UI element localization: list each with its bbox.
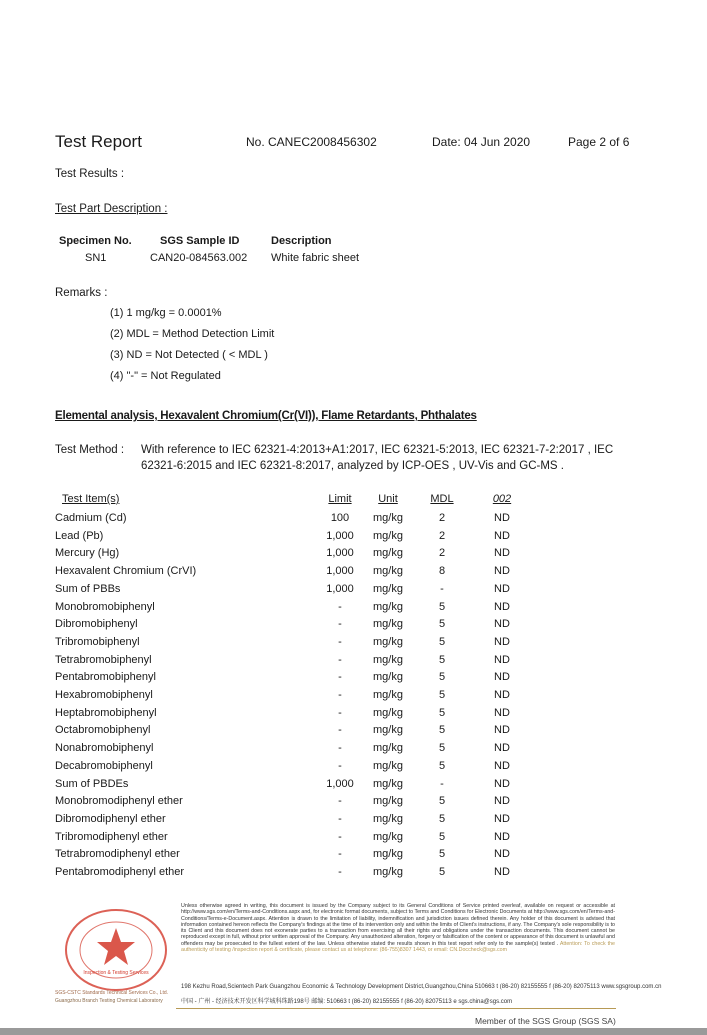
- result-cell: ND: [494, 848, 510, 861]
- mdl-cell: 5: [438, 635, 446, 648]
- results-header-row: [0, 493, 707, 511]
- unit-cell: mg/kg: [373, 724, 403, 737]
- remark-item: (1) 1 mg/kg = 0.0001%: [110, 307, 222, 319]
- header-mdl: MDL: [430, 493, 454, 505]
- result-cell: ND: [494, 706, 510, 719]
- test-item-cell: Monobromodiphenyl ether: [55, 795, 183, 808]
- limit-cell: -: [338, 848, 342, 861]
- test-item-cell: Dibromodiphenyl ether: [55, 812, 166, 825]
- sample-id: CAN20-084563.002: [150, 252, 248, 264]
- result-cell: ND: [494, 635, 510, 648]
- mdl-cell: 5: [438, 671, 446, 684]
- result-cell: ND: [494, 742, 510, 755]
- test-item-cell: Lead (Pb): [55, 529, 104, 542]
- header-sample-002: 002: [492, 493, 512, 505]
- limit-cell: -: [338, 830, 342, 843]
- result-cell: ND: [494, 618, 510, 631]
- result-cell: ND: [494, 653, 510, 666]
- test-item-cell: Pentabromodiphenyl ether: [55, 866, 185, 878]
- table-row: [0, 848, 707, 866]
- table-row: [0, 583, 707, 601]
- remark-item: (3) ND = Not Detected ( < MDL ): [110, 349, 268, 361]
- legal-disclaimer: [181, 903, 615, 953]
- result-cell: ND: [494, 529, 510, 542]
- result-cell: ND: [494, 795, 510, 808]
- page-bottom-edge: [0, 1028, 707, 1035]
- result-cell: ND: [494, 671, 510, 684]
- unit-cell: mg/kg: [373, 777, 403, 790]
- test-item-cell: Tribromodiphenyl ether: [55, 830, 168, 843]
- mdl-cell: 5: [438, 724, 446, 737]
- unit-cell: mg/kg: [373, 706, 403, 719]
- limit-cell: -: [338, 600, 342, 613]
- table-row: [0, 565, 707, 583]
- result-cell: ND: [494, 830, 510, 843]
- section-title: Elemental analysis, Hexavalent Chromium(Cr(VI)), Flame Retardants, Phthalates: [55, 410, 477, 422]
- table-row: [0, 866, 707, 884]
- test-item-cell: Tetrabromobiphenyl: [55, 653, 152, 666]
- test-method-label: Test Method :: [55, 444, 125, 456]
- test-item-cell: Decabromobiphenyl: [55, 759, 153, 772]
- mdl-cell: -: [440, 582, 444, 595]
- test-item-cell: Mercury (Hg): [55, 547, 120, 560]
- result-cell: ND: [494, 512, 510, 524]
- result-cell: ND: [494, 547, 510, 560]
- result-cell: ND: [494, 759, 510, 772]
- address-english: 198 Kezhu Road,Scientech Park Guangzhou Economic & Technology Development District,Guangzhou,China 510663 t (86-20) 82155555 f (86-20) 82075113 www.sgsgroup.com.cn: [181, 984, 662, 990]
- limit-cell: 1,000: [326, 777, 354, 790]
- unit-cell: mg/kg: [373, 565, 403, 578]
- mdl-cell: 5: [438, 653, 446, 666]
- header-unit: Unit: [378, 493, 398, 505]
- result-cell: ND: [494, 777, 510, 790]
- remarks-label: Remarks :: [55, 287, 108, 299]
- mdl-cell: 5: [438, 689, 446, 701]
- test-item-cell: Sum of PBBs: [55, 582, 121, 595]
- limit-cell: -: [338, 635, 342, 648]
- limit-cell: 1,000: [326, 529, 354, 542]
- table-row: [0, 831, 707, 849]
- description: White fabric sheet: [271, 252, 360, 264]
- result-cell: ND: [494, 582, 510, 595]
- legal-text: Unless otherwise agreed in writing, this document is issued by the Company subject to its General Conditions of Service printed overleaf, available on request or accessible at http://www.sgs.com/en/Terms-and-Conditions.aspx and, for electronic format documents, subject to Terms and Conditions for Electronic Documents at http://www.sgs.com/en/Terms-and-Conditions/Terms-e-Document.aspx. Attention is drawn to the limitation of liability, indemnification and jurisdiction issues defined therein. Any holder of this document is advised that information contained hereon reflects the Company's findings at the time of its intervention only and within the limits of Client's instructions, if any. The Company's sole responsibility is to its Client and this document does not exonerate parties to a transaction from exercising all their rights and obligations under the transaction documents. This document cannot be reproduced except in full, without prior written approval of the Company. Any unauthorized alteration, forgery or falsification of the content or appearance of this document is unlawful and offenders may be prosecuted to the fullest extent of the law. Unless otherwise stated the results shown in this test report refer only to the sample(s) tested .: [181, 903, 615, 947]
- limit-cell: -: [338, 671, 342, 684]
- report-date: Date: 04 Jun 2020: [432, 135, 531, 149]
- mdl-cell: -: [440, 777, 444, 790]
- test-method-line2: 62321-6:2015 and IEC 62321-8:2017, analyzed by ICP-OES , UV-Vis and GC-MS .: [141, 460, 564, 472]
- unit-cell: mg/kg: [373, 671, 403, 684]
- specimen-no: SN1: [85, 252, 107, 264]
- limit-cell: -: [338, 653, 342, 666]
- unit-cell: mg/kg: [373, 830, 403, 843]
- mdl-cell: 5: [438, 706, 446, 719]
- limit-cell: 1,000: [326, 565, 354, 578]
- limit-cell: -: [338, 618, 342, 631]
- table-row: [0, 512, 707, 530]
- mdl-cell: 8: [438, 565, 446, 578]
- mdl-cell: 5: [438, 795, 446, 808]
- test-item-cell: Nonabromobiphenyl: [55, 742, 154, 755]
- report-number: No. CANEC2008456302: [246, 135, 377, 149]
- test-part-description-label: Test Part Description :: [55, 203, 168, 215]
- limit-cell: -: [338, 742, 342, 755]
- unit-cell: mg/kg: [373, 618, 403, 631]
- test-results-label: Test Results :: [55, 168, 125, 180]
- sgs-stamp-icon: [55, 902, 177, 1002]
- header-test-item: Test Item(s): [62, 493, 120, 505]
- unit-cell: mg/kg: [373, 582, 403, 595]
- table-row: [0, 724, 707, 742]
- mdl-cell: 5: [438, 742, 446, 755]
- mdl-cell: 5: [438, 830, 446, 843]
- table-row: [0, 742, 707, 760]
- mdl-cell: 5: [438, 759, 446, 772]
- unit-cell: mg/kg: [373, 653, 403, 666]
- test-item-cell: Octabromobiphenyl: [55, 724, 151, 737]
- unit-cell: mg/kg: [373, 759, 403, 772]
- result-cell: ND: [494, 812, 510, 825]
- mdl-cell: 5: [438, 848, 446, 861]
- page-number: Page 2 of 6: [568, 135, 630, 149]
- test-item-cell: Heptabromobiphenyl: [55, 706, 157, 719]
- table-row: [0, 530, 707, 548]
- result-cell: ND: [494, 689, 510, 701]
- unit-cell: mg/kg: [373, 742, 403, 755]
- result-cell: ND: [494, 600, 510, 613]
- mdl-cell: 5: [438, 618, 446, 631]
- table-row: [0, 654, 707, 672]
- table-row: [0, 636, 707, 654]
- authenticity-notice: Attention: To check the authenticity of testing /inspection report & certificate, please contact us at telephone: (86-755)8307 1443, or email: CN.Doccheck@sgs.com: [181, 940, 615, 954]
- result-cell: ND: [494, 724, 510, 737]
- svg-text:Inspection & Testing Services: Inspection & Testing Services: [83, 970, 149, 976]
- limit-cell: -: [338, 724, 342, 737]
- remark-item: (4) "-" = Not Regulated: [110, 370, 221, 382]
- specimen-no-header: Specimen No.: [59, 235, 132, 247]
- test-item-cell: Hexavalent Chromium (CrVI): [55, 565, 197, 578]
- description-header: Description: [271, 235, 332, 247]
- mdl-cell: 5: [438, 866, 446, 878]
- table-row: [0, 760, 707, 778]
- limit-cell: 100: [330, 512, 350, 524]
- limit-cell: -: [338, 795, 342, 808]
- result-cell: ND: [494, 565, 510, 578]
- address-chinese: 中国 - 广州 - 经济技术开发区科学城科珠路198号 邮编: 510663 t (86-20) 82155555 f (86-20) 82075113 e sgs.china@sgs.com: [181, 999, 513, 1005]
- limit-cell: -: [338, 689, 342, 701]
- limit-cell: 1,000: [326, 582, 354, 595]
- table-row: [0, 547, 707, 565]
- test-item-cell: Tetrabromodiphenyl ether: [55, 848, 180, 861]
- test-method-line1: With reference to IEC 62321-4:2013+A1:2017, IEC 62321-5:2013, IEC 62321-7-2:2017 , IEC: [141, 444, 614, 456]
- test-item-cell: Tribromobiphenyl: [55, 635, 140, 648]
- test-item-cell: Cadmium (Cd): [55, 512, 127, 524]
- mdl-cell: 2: [438, 529, 446, 542]
- unit-cell: mg/kg: [373, 866, 403, 878]
- unit-cell: mg/kg: [373, 812, 403, 825]
- mdl-cell: 2: [438, 547, 446, 560]
- mdl-cell: 2: [438, 512, 446, 524]
- unit-cell: mg/kg: [373, 547, 403, 560]
- result-cell: ND: [494, 866, 510, 878]
- table-row: [0, 813, 707, 831]
- report-title: Test Report: [55, 132, 142, 151]
- unit-cell: mg/kg: [373, 512, 403, 524]
- sgs-member-note: Member of the SGS Group (SGS SA): [475, 1016, 616, 1026]
- limit-cell: 1,000: [326, 547, 354, 560]
- mdl-cell: 5: [438, 812, 446, 825]
- header-limit: Limit: [328, 493, 352, 505]
- limit-cell: -: [338, 706, 342, 719]
- table-row: [0, 795, 707, 813]
- limit-cell: -: [338, 866, 342, 878]
- limit-cell: -: [338, 812, 342, 825]
- table-row: [0, 618, 707, 636]
- unit-cell: mg/kg: [373, 635, 403, 648]
- footer-divider: [176, 1008, 616, 1009]
- limit-cell: -: [338, 759, 342, 772]
- sample-id-header: SGS Sample ID: [160, 235, 240, 247]
- unit-cell: mg/kg: [373, 689, 403, 701]
- svg-text:SGS-CSTC Standards Technical S: SGS-CSTC Standards Technical Services Co., Ltd.: [55, 990, 169, 996]
- mdl-cell: 5: [438, 600, 446, 613]
- unit-cell: mg/kg: [373, 795, 403, 808]
- test-item-cell: Monobromobiphenyl: [55, 600, 155, 613]
- unit-cell: mg/kg: [373, 529, 403, 542]
- table-row: [0, 778, 707, 796]
- table-row: [0, 689, 707, 707]
- test-item-cell: Sum of PBDEs: [55, 777, 129, 790]
- unit-cell: mg/kg: [373, 848, 403, 861]
- table-row: [0, 707, 707, 725]
- unit-cell: mg/kg: [373, 600, 403, 613]
- lab-name: Guangzhou Branch Testing Chemical Laboratory: [55, 998, 163, 1004]
- table-row: [0, 671, 707, 689]
- test-item-cell: Dibromobiphenyl: [55, 618, 138, 631]
- table-row: [0, 601, 707, 619]
- test-item-cell: Pentabromobiphenyl: [55, 671, 156, 684]
- remark-item: (2) MDL = Method Detection Limit: [110, 328, 275, 340]
- test-item-cell: Hexabromobiphenyl: [55, 689, 153, 701]
